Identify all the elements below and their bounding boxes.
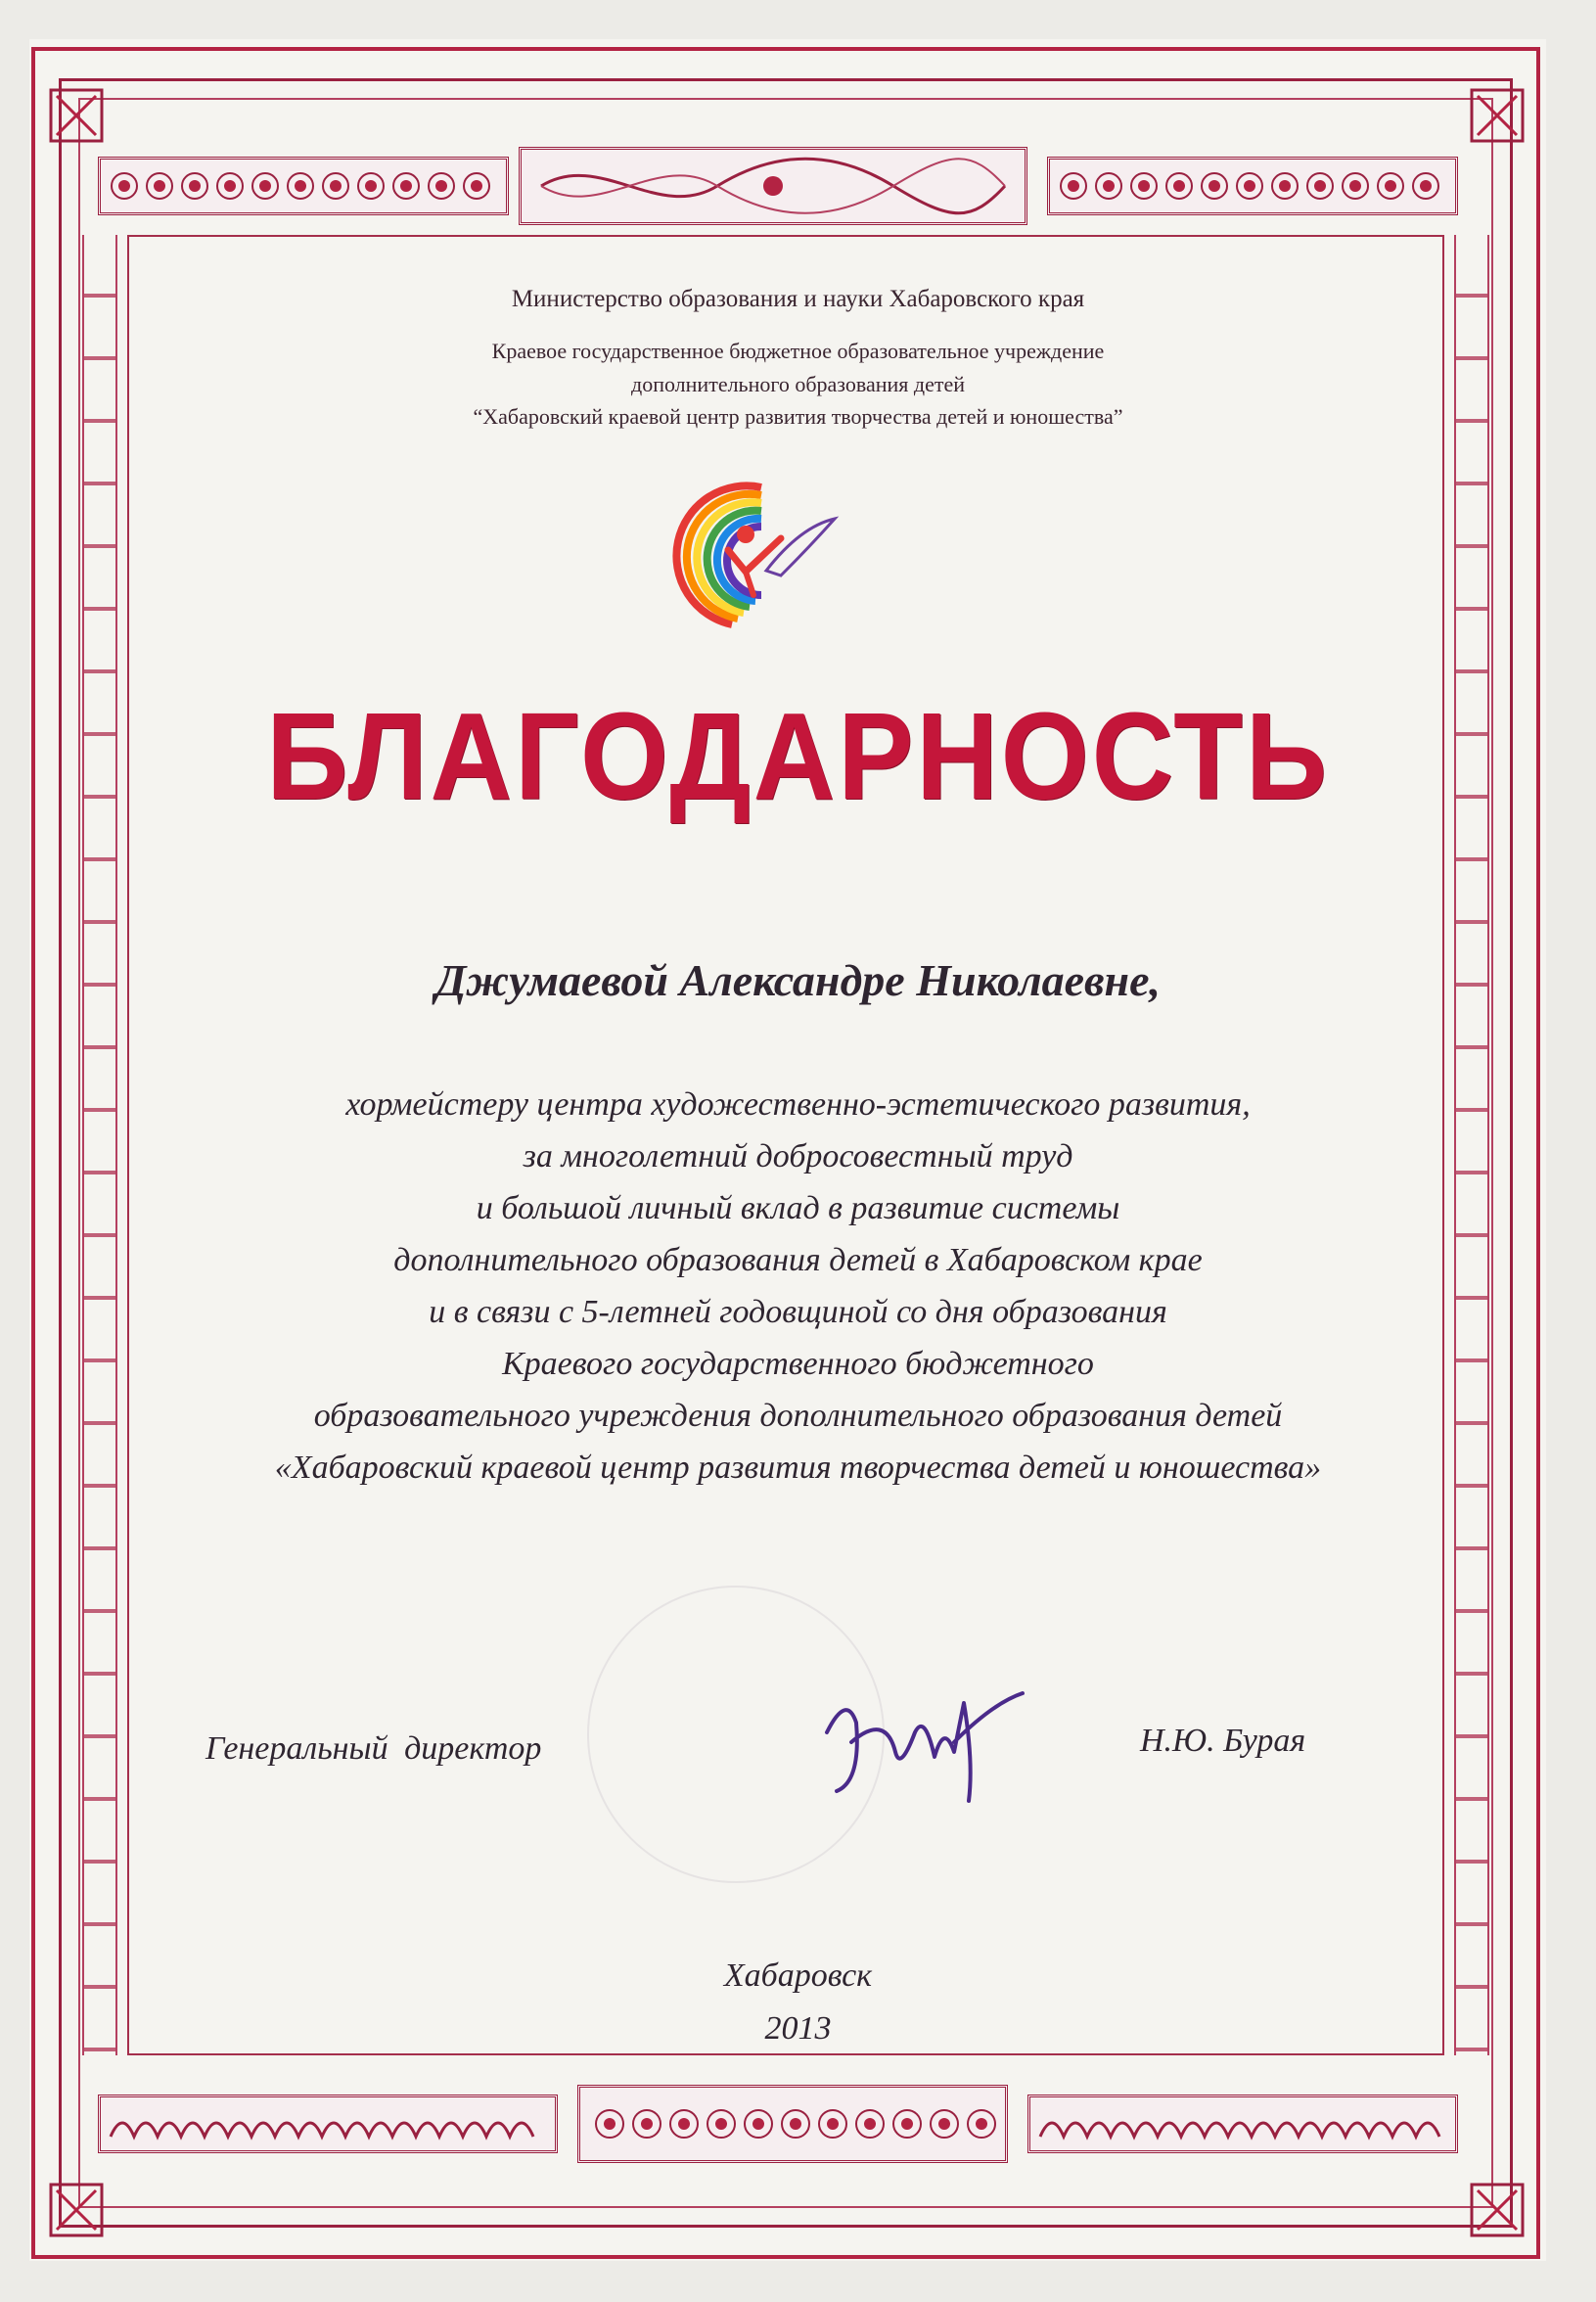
ornament-rosette-icon [1050,160,1455,212]
certificate-title: БЛАГОДАРНОСТЬ [266,687,1330,825]
corner-ornament-icon [1468,86,1527,145]
ornament-scroll-icon [522,150,1025,222]
corner-ornament-icon [1468,2181,1527,2239]
bottom-right-band [1027,2095,1458,2153]
reason-line: и большой личный вклад в развитие системы [476,1190,1120,1226]
institution-line: Краевое государственное бюджетное образовательное учреждение [491,339,1105,363]
bottom-left-band [98,2095,558,2153]
institution-line: дополнительного образования детей [631,372,965,396]
ornament-arch-icon [1030,2097,1455,2150]
year: 2013 [764,2010,832,2047]
ornament-rosette-icon [580,2088,1005,2160]
reason-line: Краевого государственного бюджетного [502,1346,1094,1382]
institution-line: “Хабаровский краевой центр развития творчества детей и юношества” [473,404,1123,429]
reason-line: дополнительного образования детей в Хабаровском крае [393,1242,1203,1278]
reason-line: и в связи с 5-летней годовщиной со дня образования [429,1294,1167,1330]
corner-ornament-icon [47,2181,106,2239]
reason-line: хормейстеру центра художественно-эстетического развития, [345,1086,1251,1123]
reason-line: образовательного учреждения дополнительного образования детей [313,1398,1283,1434]
ministry-heading: Министерство образования и науки Хабаровского края [511,286,1085,312]
corner-ornament-icon [47,86,106,145]
handwritten-signature [807,1664,1032,1820]
signatory-position: Генеральный директор [205,1730,542,1767]
top-left-band [98,157,509,215]
signatory-name: Н.Ю. Бурая [1140,1723,1306,1759]
top-right-band [1047,157,1458,215]
top-center-band [519,147,1027,225]
recipient-name: Джумаевой Александре Николаевне, [434,955,1162,1005]
city: Хабаровск [723,1957,873,1994]
rainbow-logo-icon [663,478,849,634]
bottom-center-band [577,2085,1008,2163]
ornament-arch-icon [101,2097,555,2150]
reason-line: за многолетний добросовестный труд [523,1138,1073,1174]
ornament-rosette-icon [101,160,506,212]
reason-line: «Хабаровский краевой центр развития творчества детей и юношества» [274,1450,1322,1486]
